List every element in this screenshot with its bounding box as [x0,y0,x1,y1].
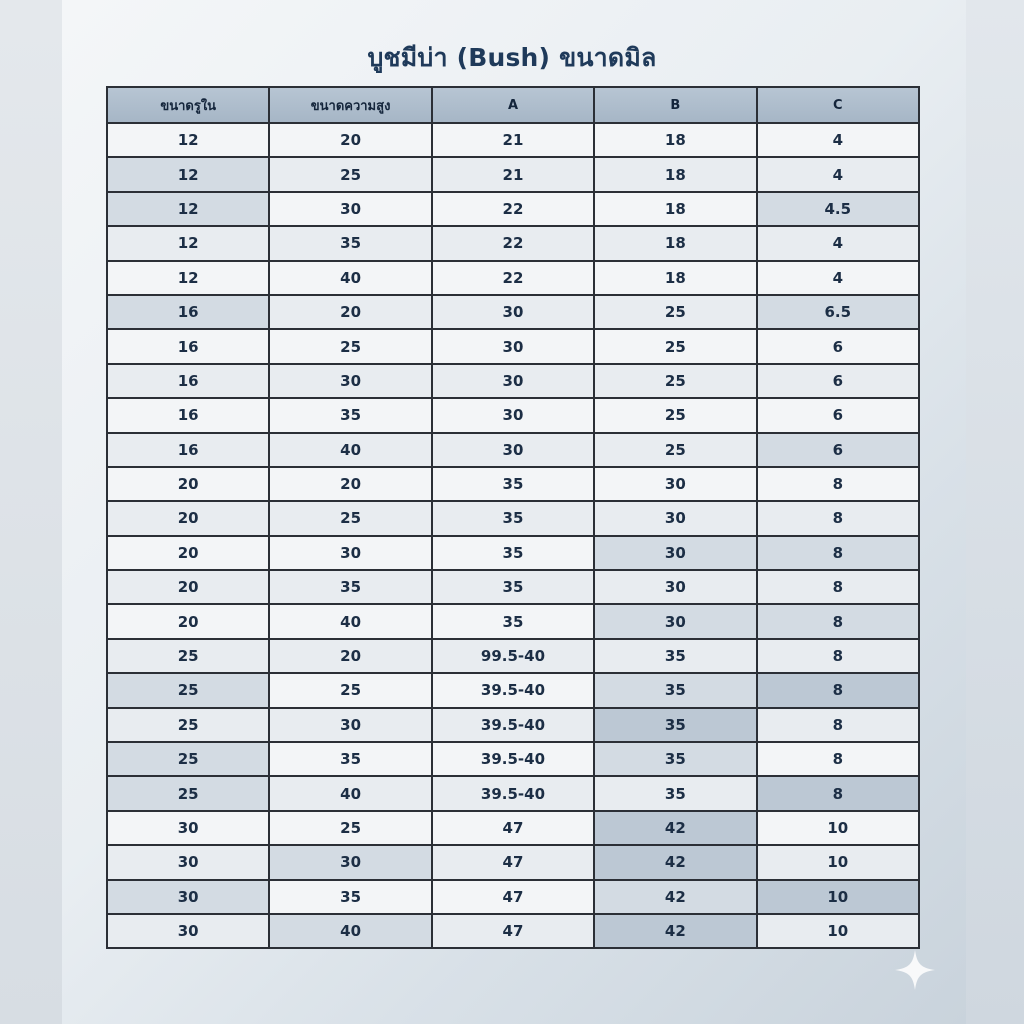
cell-height: 25 [269,811,431,845]
table-row [107,604,919,638]
cell-b: 35 [594,673,756,707]
cell-a: 22 [432,226,594,260]
cell-c: 10 [757,811,919,845]
cell-b: 30 [594,604,756,638]
cell-inner-diameter: 12 [107,261,269,295]
cell-inner-diameter: 25 [107,708,269,742]
sparkle-icon [893,948,937,992]
cell-c: 6 [757,329,919,363]
cell-height: 35 [269,226,431,260]
table-row [107,673,919,707]
cell-a: 35 [432,604,594,638]
cell-a: 35 [432,570,594,604]
table-row [107,570,919,604]
cell-inner-diameter: 20 [107,501,269,535]
cell-height: 20 [269,467,431,501]
cell-a: 39.5-40 [432,708,594,742]
cell-a: 30 [432,364,594,398]
cell-inner-diameter: 20 [107,467,269,501]
cell-c: 8 [757,570,919,604]
table-row [107,708,919,742]
cell-c: 8 [757,742,919,776]
cell-inner-diameter: 30 [107,845,269,879]
header-a: A [432,87,594,123]
cell-c: 10 [757,845,919,879]
cell-height: 25 [269,329,431,363]
cell-b: 25 [594,364,756,398]
cell-c: 10 [757,880,919,914]
cell-c: 4 [757,157,919,191]
table-row [107,776,919,810]
header-inner-diameter: ขนาดรูใน [107,87,269,123]
table-row [107,123,919,157]
cell-a: 35 [432,467,594,501]
left-margin [0,0,62,1024]
cell-height: 30 [269,845,431,879]
cell-a: 47 [432,845,594,879]
cell-a: 39.5-40 [432,776,594,810]
cell-b: 25 [594,398,756,432]
cell-b: 30 [594,501,756,535]
cell-a: 99.5-40 [432,639,594,673]
cell-inner-diameter: 25 [107,776,269,810]
cell-height: 30 [269,192,431,226]
cell-b: 35 [594,776,756,810]
cell-c: 4.5 [757,192,919,226]
cell-inner-diameter: 20 [107,536,269,570]
cell-b: 35 [594,639,756,673]
table-row [107,157,919,191]
cell-c: 8 [757,639,919,673]
cell-a: 30 [432,398,594,432]
cell-a: 30 [432,329,594,363]
table-row [107,295,919,329]
cell-c: 8 [757,673,919,707]
table-row [107,398,919,432]
cell-height: 25 [269,157,431,191]
table-row [107,536,919,570]
cell-a: 47 [432,914,594,948]
cell-inner-diameter: 25 [107,673,269,707]
table-row [107,639,919,673]
table-header [107,87,919,123]
table-body [107,123,919,948]
cell-height: 40 [269,776,431,810]
cell-b: 30 [594,570,756,604]
cell-height: 40 [269,261,431,295]
cell-inner-diameter: 16 [107,364,269,398]
cell-a: 30 [432,295,594,329]
cell-height: 40 [269,433,431,467]
cell-a: 22 [432,261,594,295]
right-margin [966,0,1024,1024]
cell-inner-diameter: 12 [107,226,269,260]
cell-height: 35 [269,398,431,432]
cell-b: 18 [594,157,756,191]
cell-b: 42 [594,811,756,845]
cell-c: 8 [757,708,919,742]
cell-height: 20 [269,295,431,329]
cell-b: 18 [594,261,756,295]
table-row [107,329,919,363]
cell-b: 25 [594,295,756,329]
cell-c: 8 [757,501,919,535]
cell-c: 8 [757,776,919,810]
page-title: บูชมีบ่า (Bush) ขนาดมิล [367,43,657,72]
table-row [107,226,919,260]
cell-height: 30 [269,536,431,570]
cell-height: 35 [269,880,431,914]
cell-c: 4 [757,261,919,295]
cell-c: 6 [757,398,919,432]
cell-b: 35 [594,742,756,776]
cell-c: 10 [757,914,919,948]
cell-a: 30 [432,433,594,467]
table-row [107,914,919,948]
cell-b: 42 [594,880,756,914]
cell-inner-diameter: 20 [107,604,269,638]
table-row [107,261,919,295]
table-row [107,880,919,914]
table-row [107,845,919,879]
cell-inner-diameter: 12 [107,123,269,157]
cell-b: 18 [594,226,756,260]
cell-c: 8 [757,467,919,501]
cell-b: 18 [594,192,756,226]
cell-b: 25 [594,433,756,467]
cell-height: 40 [269,914,431,948]
table-row [107,811,919,845]
cell-c: 6 [757,364,919,398]
cell-a: 47 [432,880,594,914]
cell-b: 30 [594,536,756,570]
cell-b: 25 [594,329,756,363]
cell-inner-diameter: 16 [107,398,269,432]
cell-b: 18 [594,123,756,157]
cell-height: 35 [269,742,431,776]
cell-c: 8 [757,604,919,638]
cell-height: 20 [269,123,431,157]
cell-inner-diameter: 16 [107,433,269,467]
table-row [107,433,919,467]
cell-inner-diameter: 30 [107,880,269,914]
cell-a: 22 [432,192,594,226]
cell-b: 35 [594,708,756,742]
cell-height: 40 [269,604,431,638]
table-row [107,364,919,398]
cell-c: 6.5 [757,295,919,329]
cell-c: 4 [757,226,919,260]
cell-inner-diameter: 20 [107,570,269,604]
header-c: C [757,87,919,123]
cell-b: 30 [594,467,756,501]
cell-a: 35 [432,501,594,535]
cell-inner-diameter: 25 [107,639,269,673]
cell-height: 30 [269,364,431,398]
cell-c: 4 [757,123,919,157]
cell-inner-diameter: 30 [107,811,269,845]
cell-height: 25 [269,673,431,707]
cell-inner-diameter: 25 [107,742,269,776]
table-row [107,192,919,226]
cell-height: 35 [269,570,431,604]
cell-inner-diameter: 30 [107,914,269,948]
cell-inner-diameter: 12 [107,157,269,191]
cell-a: 47 [432,811,594,845]
cell-a: 21 [432,157,594,191]
cell-height: 25 [269,501,431,535]
table-row [107,501,919,535]
cell-a: 35 [432,536,594,570]
header-row [107,87,919,123]
table-row [107,742,919,776]
cell-inner-diameter: 12 [107,192,269,226]
cell-a: 39.5-40 [432,673,594,707]
cell-height: 20 [269,639,431,673]
cell-a: 39.5-40 [432,742,594,776]
bush-size-table [106,86,920,949]
cell-c: 8 [757,536,919,570]
cell-inner-diameter: 16 [107,295,269,329]
header-b: B [594,87,756,123]
table-row [107,467,919,501]
cell-a: 21 [432,123,594,157]
cell-height: 30 [269,708,431,742]
cell-b: 42 [594,845,756,879]
cell-c: 6 [757,433,919,467]
cell-b: 42 [594,914,756,948]
cell-inner-diameter: 16 [107,329,269,363]
header-height: ขนาดความสูง [269,87,431,123]
